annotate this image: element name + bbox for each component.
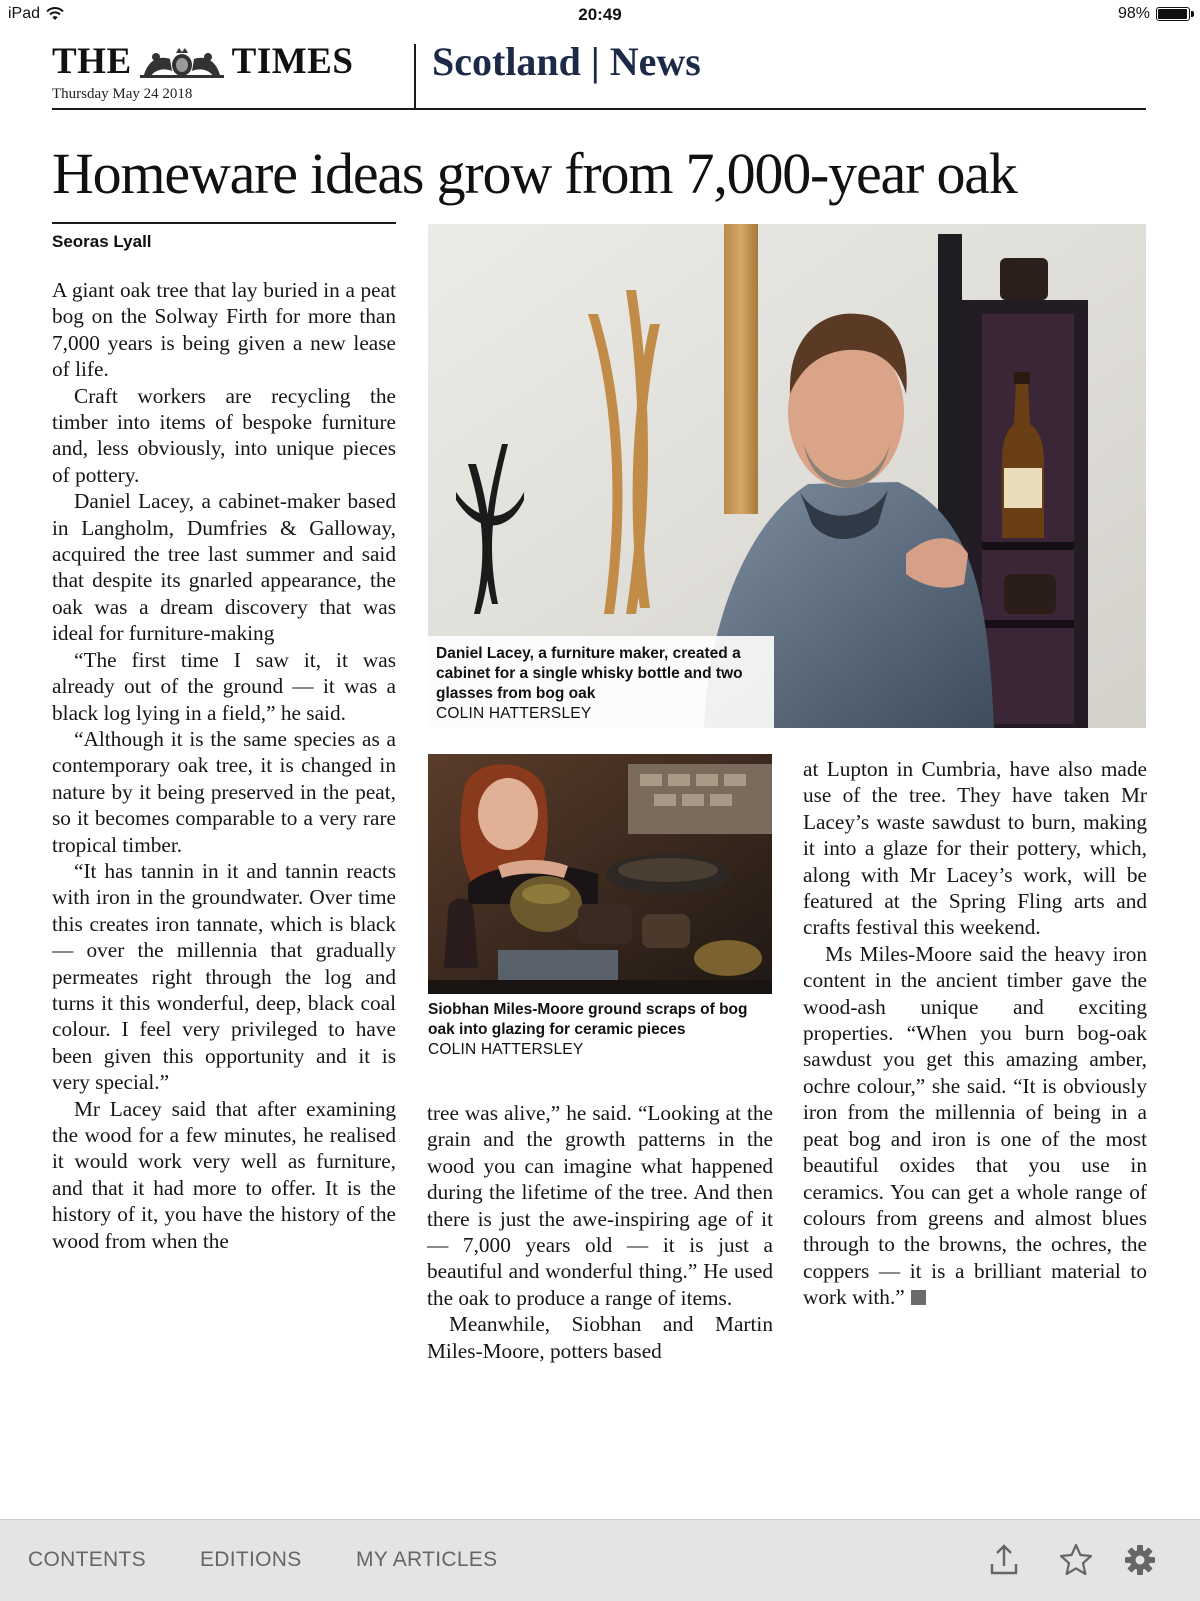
share-icon[interactable] xyxy=(986,1542,1022,1578)
paragraph: “The first time I saw it, it was already out of the ground — it was a black log lying in a field,” he said. xyxy=(52,647,396,725)
tab-editions[interactable]: EDITIONS xyxy=(200,1548,302,1571)
brand-right: TIMES xyxy=(231,41,354,82)
status-bar xyxy=(0,0,1200,30)
paragraph: Mr Lacey said that after examining the wood for a few minutes, he realised it would work very well as furniture, and that it had more to offer. It is the history of it, you have the history of the wood from when the xyxy=(52,1096,396,1253)
brand-name xyxy=(52,40,412,83)
brand-left: THE xyxy=(52,41,132,82)
battery-percent: 98% xyxy=(1117,5,1150,22)
royal-crest-icon xyxy=(136,45,228,79)
photo-credit: COLIN HATTERSLEY xyxy=(428,1041,584,1058)
paragraph: at Lupton in Cumbria, have also made use of the tree. They have taken Mr Lacey’s waste sawdust to burn, making it into a glaze for their pottery, which, along with Mr Lacey’s work, will be featured at the Spring Fling arts and crafts festival this weekend. xyxy=(803,757,1147,940)
battery-icon xyxy=(1156,7,1190,21)
secondary-photo[interactable] xyxy=(428,754,772,994)
device-name: iPad xyxy=(8,5,41,22)
masthead-divider xyxy=(414,44,416,110)
photo-potter-ceramics xyxy=(428,754,772,994)
caption-text: Daniel Lacey, a furniture maker, created a cabinet for a single whisky bottle and two glasses from bog oak xyxy=(436,645,743,702)
status-right xyxy=(1118,5,1190,23)
caption-text: Siobhan Miles-Moore ground scraps of bog oak into glazing for ceramic pieces xyxy=(428,1001,748,1038)
secondary-photo-caption xyxy=(428,1000,772,1060)
main-photo-caption xyxy=(428,636,774,728)
paragraph: Daniel Lacey, a cabinet-maker based in Langholm, Dumfries & Galloway, acquired the tree last summer and said that despite its gnarled appearance, the oak was a dream discovery that was ideal for furniture-making xyxy=(52,489,396,646)
article-headline: Homeware ideas grow from 7,000-year oak xyxy=(52,141,1017,206)
main-photo[interactable] xyxy=(428,224,1146,728)
byline: Seoras Lyall xyxy=(52,232,152,251)
article-column-1 xyxy=(52,277,396,1254)
paragraph: A giant oak tree that lay buried in a peat bog on the Solway Firth for more than 7,000 years is being given a new lease of life. xyxy=(52,278,396,382)
paragraph-final xyxy=(803,941,1147,1311)
battery-level xyxy=(1158,9,1187,19)
tab-contents[interactable]: CONTENTS xyxy=(28,1548,146,1571)
star-icon[interactable] xyxy=(1058,1542,1094,1578)
edition-date: Thursday May 24 2018 xyxy=(52,86,193,102)
paragraph: “It has tannin in it and tannin reacts with iron in the groundwater. Over time this creates iron tannate, which is black — over the millennia that gradually permeates right through the log and turns it this wonderful, deep, black coal colour. I feel very privileged to have been given this opportunity and it is very special.” xyxy=(52,858,396,1095)
article-column-3 xyxy=(803,756,1147,1311)
photo-credit: COLIN HATTERSLEY xyxy=(436,705,592,722)
masthead xyxy=(52,36,1146,110)
paragraph: “Although it is the same species as a contemporary oak tree, it is changed in nature by it being preserved in the peat, so it becomes comparable to a very rare tropical timber. xyxy=(52,726,396,857)
tab-my-articles[interactable]: MY ARTICLES xyxy=(356,1548,498,1571)
paragraph: Meanwhile, Siobhan and Martin Miles-Moore, potters based xyxy=(427,1312,773,1363)
bottom-toolbar xyxy=(0,1519,1200,1601)
paragraph-text: Ms Miles-Moore said the heavy iron content in the ancient timber gave the wood-ash unique and exciting properties. “When you burn bog-oak sawdust you get this amazing amber, ochre colour,” she said. “It is obviously iron from the millennia of being in a peat bog and iron is one of the most beautiful oxides that you use in ceramics. You can get a whole range of colours from greens and almost blues through to the browns, the ochres, the coppers — it is a brilliant material to work with.” xyxy=(803,941,1147,1310)
paragraph: Craft workers are recycling the timber into items of bespoke furniture and, less obviously, into unique pieces of pottery. xyxy=(52,383,396,487)
article-column-2 xyxy=(427,1100,773,1364)
newspaper-logo[interactable] xyxy=(52,40,412,106)
end-of-article-mark xyxy=(911,1290,926,1305)
clock: 20:49 xyxy=(578,5,622,24)
paragraph: tree was alive,” he said. “Looking at the grain and the growth patterns in the wood you can imagine what happened during the lifetime of the tree. And then there is just the awe-inspiring age of it — 7,000 years old — it is just a beautiful and wonderful thing.” He used the oak to produce a range of items. xyxy=(427,1101,773,1310)
byline-rule xyxy=(52,222,396,224)
section-title: Scotland | News xyxy=(432,39,701,84)
gear-icon[interactable] xyxy=(1122,1542,1158,1578)
